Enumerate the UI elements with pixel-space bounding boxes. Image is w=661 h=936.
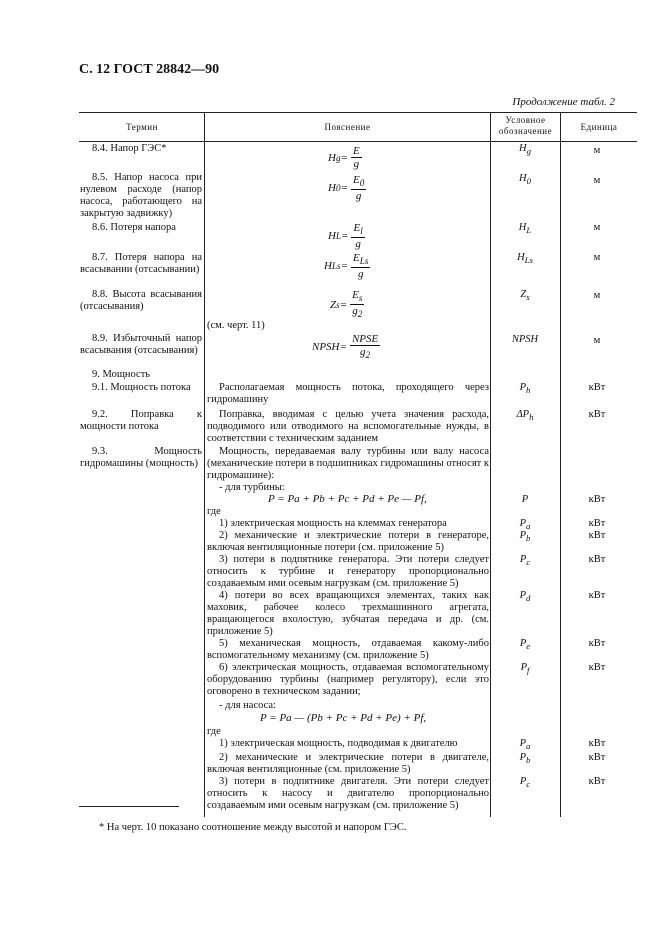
column-header-unit: Единица — [580, 122, 618, 132]
turbine-item-4: 4) потери во всех вращающихся элементах, таких как маховик, рабочее колесо трехмашинного агрегата, вращающегося вхолостую, зубчатая передача и др. (см. приложение 5) — [207, 590, 489, 637]
unit-pump-1: кВт — [588, 738, 606, 749]
formula-8-5: H 0 = $\frac{E_0}{g}$ — [328, 174, 365, 203]
column-header-term: Термин — [126, 122, 158, 132]
unit-item-1: кВт — [588, 518, 606, 529]
symbol-8-6: $H_L$ — [518, 222, 532, 236]
column-divider-1 — [204, 112, 205, 817]
symbol-pc-2: $P_c$ — [519, 776, 531, 790]
term-8-6: 8.6. Потеря напора — [92, 222, 176, 233]
symbol-8-4: $H_g$ — [519, 143, 531, 157]
symbol-pb-2: $P_b$ — [519, 752, 531, 766]
term-8-5: 8.5. Напор насоса при нулевом расходе (напор насоса, работающего на закрытую задвижку) — [80, 172, 202, 219]
explanation-9-1: Располагаемая мощность потока, проходящего через гидромашину — [207, 382, 489, 405]
unit-9-1: кВт — [588, 382, 606, 393]
unit-8-4: м — [593, 145, 601, 156]
unit-turbine: кВт — [588, 494, 606, 505]
formula-8-7: H Ls = $\frac{E_{Ls}}{g}$ — [324, 252, 369, 281]
symbol-8-8: $Z_s$ — [520, 289, 530, 303]
symbol-pa-1: $P_a$ — [519, 518, 531, 532]
unit-8-5: м — [593, 175, 601, 186]
symbol-9-2: $\Delta P_h$ — [516, 409, 534, 423]
turbine-item-5: 5) механическая мощность, отдаваемая какому-либо вспомогательному механизму (см. приложение 5) — [207, 638, 489, 661]
where-label-2: где — [207, 726, 221, 737]
footnote-rule — [79, 806, 179, 807]
column-divider-2 — [490, 112, 491, 817]
symbol-pe-1: $P_e$ — [519, 638, 531, 652]
explanation-9-2: Поправка, вводимая с целью учета значения расхода, подводимого или отводимого на вспомогательные нужды, в соответствии с техническим заданием — [207, 409, 489, 444]
note-8-8: (см. черт. 11) — [207, 320, 265, 331]
symbol-8-5: $H_0$ — [519, 173, 531, 187]
pump-label: - для насоса: — [219, 700, 276, 711]
term-8-8: 8.8. Высота всасывания (отсасывания) — [80, 289, 202, 312]
unit-item-4: кВт — [588, 590, 606, 601]
turbine-formula: P = Pa + Pb + Pc + Pd + Pe — Pf, — [268, 493, 427, 505]
term-8-9: 8.9. Избыточный напор всасывания (отсасывания) — [80, 333, 202, 356]
column-divider-3 — [560, 112, 561, 817]
unit-8-9: м — [593, 335, 601, 346]
unit-item-5: кВт — [588, 638, 606, 649]
symbol-8-7: $H_{Ls}$ — [517, 252, 533, 266]
table-continuation-label: Продолжение табл. 2 — [512, 96, 615, 108]
symbol-pb-1: $P_b$ — [519, 530, 531, 544]
column-header-explanation: Пояснение — [324, 122, 371, 132]
where-label-1: где — [207, 506, 221, 517]
column-header-symbol-line2: обозначение — [498, 126, 553, 136]
turbine-item-2: 2) механические и электрические потери в генераторе, включая вентиляционные потери (см. приложение 5) — [207, 530, 489, 553]
pump-formula: P = Pa — (Pb + Pc + Pd + Pe) + Pf, — [260, 712, 427, 724]
term-8-4: 8.4. Напор ГЭС* — [92, 143, 167, 154]
symbol-pf-1: $P_f$ — [520, 662, 530, 676]
footnote: * На черт. 10 показано соотношение между высотой и напором ГЭС. — [99, 822, 407, 833]
section-9-heading: 9. Мощность — [92, 369, 151, 380]
term-9-2: 9.2. Поправка к мощности потока — [80, 409, 202, 432]
formula-8-4: H g = $\frac{E}{g}$ — [328, 145, 360, 170]
unit-8-8: м — [593, 290, 601, 301]
unit-pump-3: кВт — [588, 776, 606, 787]
term-9-1: 9.1. Мощность потока — [92, 382, 191, 393]
pump-item-3: 3) потери в подпятнике двигателя. Эти потери следует относить к насосу и двигателю пропорционально создаваемым ими осевым нагрузкам (см. приложение 5) — [207, 776, 489, 811]
pump-item-2: 2) механические и электрические потери в двигателе, включая вентиляционные (см. приложение 5) — [207, 752, 489, 775]
symbol-8-9: NPSH — [511, 334, 539, 345]
turbine-item-1: 1) электрическая мощность на клеммах генератора — [219, 518, 447, 529]
formula-8-8: Z s = $\frac{E_s}{g_2}$ — [330, 289, 363, 320]
turbine-item-3: 3) потери в подпятнике генератора. Эти потери следует относить к турбине и генератору пропорционально создаваемым ими осевым нагрузкам (см. приложение 5) — [207, 554, 489, 589]
turbine-label: - для турбины: — [219, 482, 285, 493]
table-top-rule — [79, 112, 637, 113]
pump-item-1: 1) электрическая мощность, подводимая к двигателю — [219, 738, 458, 749]
unit-item-6: кВт — [588, 662, 606, 673]
symbol-9-1: $P_h$ — [519, 382, 531, 396]
unit-9-2: кВт — [588, 409, 606, 420]
turbine-item-6: 6) электрическая мощность, отдаваемая вспомогательному оборудованию турбины (например регулятору), если это оговорено в техническом задании; — [207, 662, 489, 697]
term-9-3: 9.3. Мощность гидромашины (мощность) — [80, 446, 202, 469]
symbol-pc-1: $P_c$ — [519, 554, 531, 568]
page-header: С. 12 ГОСТ 28842—90 — [79, 62, 220, 77]
column-header-symbol-line1: Условное — [505, 115, 546, 125]
unit-pump-2: кВт — [588, 752, 606, 763]
symbol-pa-2: $P_a$ — [519, 738, 531, 752]
formula-8-6: H L = $\frac{E_l}{g}$ — [328, 222, 363, 251]
formula-8-9: NPSH = $\frac{\text{NPSE}}{g_2}$ — [312, 333, 379, 361]
explanation-9-3-intro: Мощность, передаваемая валу турбины или валу насоса (механические потери в подшипниках гидромашины относят к гидромашине): — [207, 446, 489, 481]
symbol-turbine: P — [521, 494, 529, 505]
symbol-pd-1: $P_d$ — [519, 590, 531, 604]
unit-item-2: кВт — [588, 530, 606, 541]
unit-8-7: м — [593, 252, 601, 263]
unit-8-6: м — [593, 222, 601, 233]
table-header-rule — [79, 141, 637, 142]
unit-item-3: кВт — [588, 554, 606, 565]
term-8-7: 8.7. Потеря напора на всасывании (отсасывании) — [80, 252, 202, 275]
